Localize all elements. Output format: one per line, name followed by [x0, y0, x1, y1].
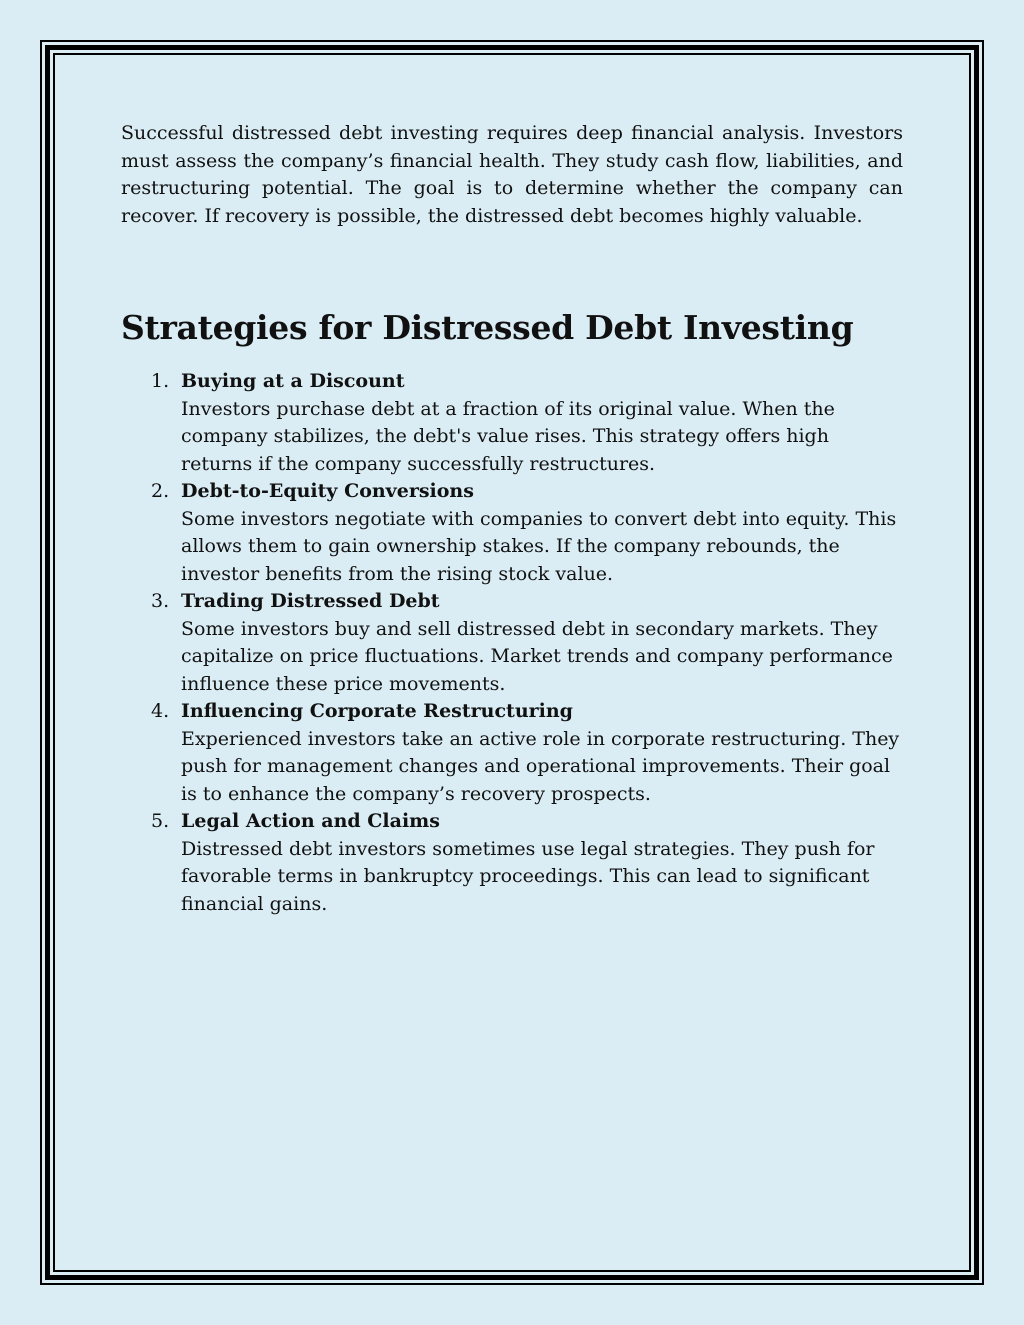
list-item-body: Some investors negotiate with companies to convert debt into equity. This allows them to gain ownership stakes. If the company rebounds, the investor benefits from the rising stock value. — [181, 507, 897, 585]
list-item-body: Some investors buy and sell distressed debt in secondary markets. They capitalize on price fluctuations. Market trends and company performance influence these price movements. — [181, 617, 893, 695]
list-item-title: Buying at a Discount — [181, 370, 405, 392]
list-item-body: Investors purchase debt at a fraction of its original value. When the company stabilizes, the debt's value rises. This strategy offers high returns if the company successfully restructures. — [181, 397, 835, 475]
list-item-title: Trading Distressed Debt — [181, 590, 440, 612]
strategy-list — [121, 368, 903, 918]
list-item — [151, 808, 903, 918]
list-item-title: Legal Action and Claims — [181, 810, 440, 832]
list-item — [151, 588, 903, 698]
list-item — [151, 368, 903, 478]
list-item-number: 5. — [151, 810, 170, 832]
list-item-body: Experienced investors take an active role in corporate restructuring. They push for management changes and operational improvements. Their goal is to enhance the company’s recovery prospects. — [181, 727, 900, 805]
list-item-number: 3. — [151, 590, 170, 612]
list-item-title: Influencing Corporate Restructuring — [181, 700, 573, 722]
list-item-body: Distressed debt investors sometimes use legal strategies. They push for favorable terms in bankruptcy proceedings. This can lead to significant financial gains. — [181, 837, 875, 915]
intro-paragraph: Successful distressed debt investing requires deep financial analysis. Investors must assess the company’s financial health. They study cash flow, liabilities, and restructuring potential. The goal is to determine whether the company can recover. If recovery is possible, the distressed debt becomes highly valuable. — [121, 122, 903, 227]
page-content — [121, 120, 903, 918]
list-item-title: Debt-to-Equity Conversions — [181, 480, 474, 502]
list-item-number: 1. — [151, 370, 170, 392]
list-item — [151, 478, 903, 588]
list-item — [151, 698, 903, 808]
list-item-number: 4. — [151, 700, 170, 722]
list-item-number: 2. — [151, 480, 170, 502]
section-heading: Strategies for Distressed Debt Investing — [121, 308, 854, 347]
